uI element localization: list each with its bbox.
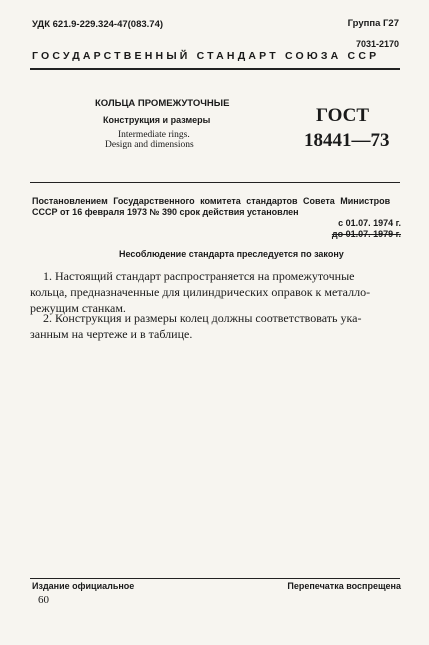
decree-line-1: Постановлением Государственного комитета стандартов Совета Министров <box>32 196 391 206</box>
legal-notice: Несоблюдение стандарта преследуется по закону <box>119 249 344 259</box>
header-divider <box>30 68 400 70</box>
document-subtitle-ru: Конструкция и размеры <box>103 115 211 125</box>
paragraph-2 <box>30 310 402 342</box>
paragraph-1-line-3: режущим станкам. <box>30 301 126 315</box>
paragraph-1-line-2: кольца, предназначенные для цилиндрических оправок к металло- <box>30 285 371 299</box>
gost-label: ГОСТ <box>316 105 370 126</box>
effective-date: с 01.07. 1974 г. <box>338 218 401 228</box>
paragraph-1-line-1: 1. Настоящий стандарт распространяется на промежуточные <box>43 269 355 283</box>
okp-code: 7031-2170 <box>355 39 399 49</box>
udk-code: УДК 621.9-229.324-47(083.74) <box>32 19 164 30</box>
footer-divider <box>30 578 400 579</box>
document-title-en: Intermediate rings. <box>118 130 190 140</box>
struck-expiry-date: до 01.07. 1979 г. <box>331 229 401 239</box>
paragraph-1 <box>30 268 402 316</box>
decree-line-2: СССР от 16 февраля 1973 № 390 срок действия установлен <box>32 207 299 217</box>
group-code: Группа Г27 <box>347 18 399 29</box>
paragraph-2-line-2: занным на чертеже и в таблице. <box>30 327 193 341</box>
title-divider <box>30 182 400 183</box>
page-number: 60 <box>38 594 49 606</box>
document-title-ru: КОЛЬЦА ПРОМЕЖУТОЧНЫЕ <box>95 98 230 109</box>
paragraph-2-line-1: 2. Конструкция и размеры колец должны соответствовать ука- <box>43 311 362 325</box>
gost-number: 18441—73 <box>304 130 390 151</box>
reprint-prohibited-note: Перепечатка воспрещена <box>287 581 401 591</box>
document-subtitle-en: Design and dimensions <box>105 140 194 150</box>
official-edition-note: Издание официальное <box>32 581 135 591</box>
standard-header: ГОСУДАРСТВЕННЫЙ СТАНДАРТ СОЮЗА ССР <box>32 50 380 62</box>
